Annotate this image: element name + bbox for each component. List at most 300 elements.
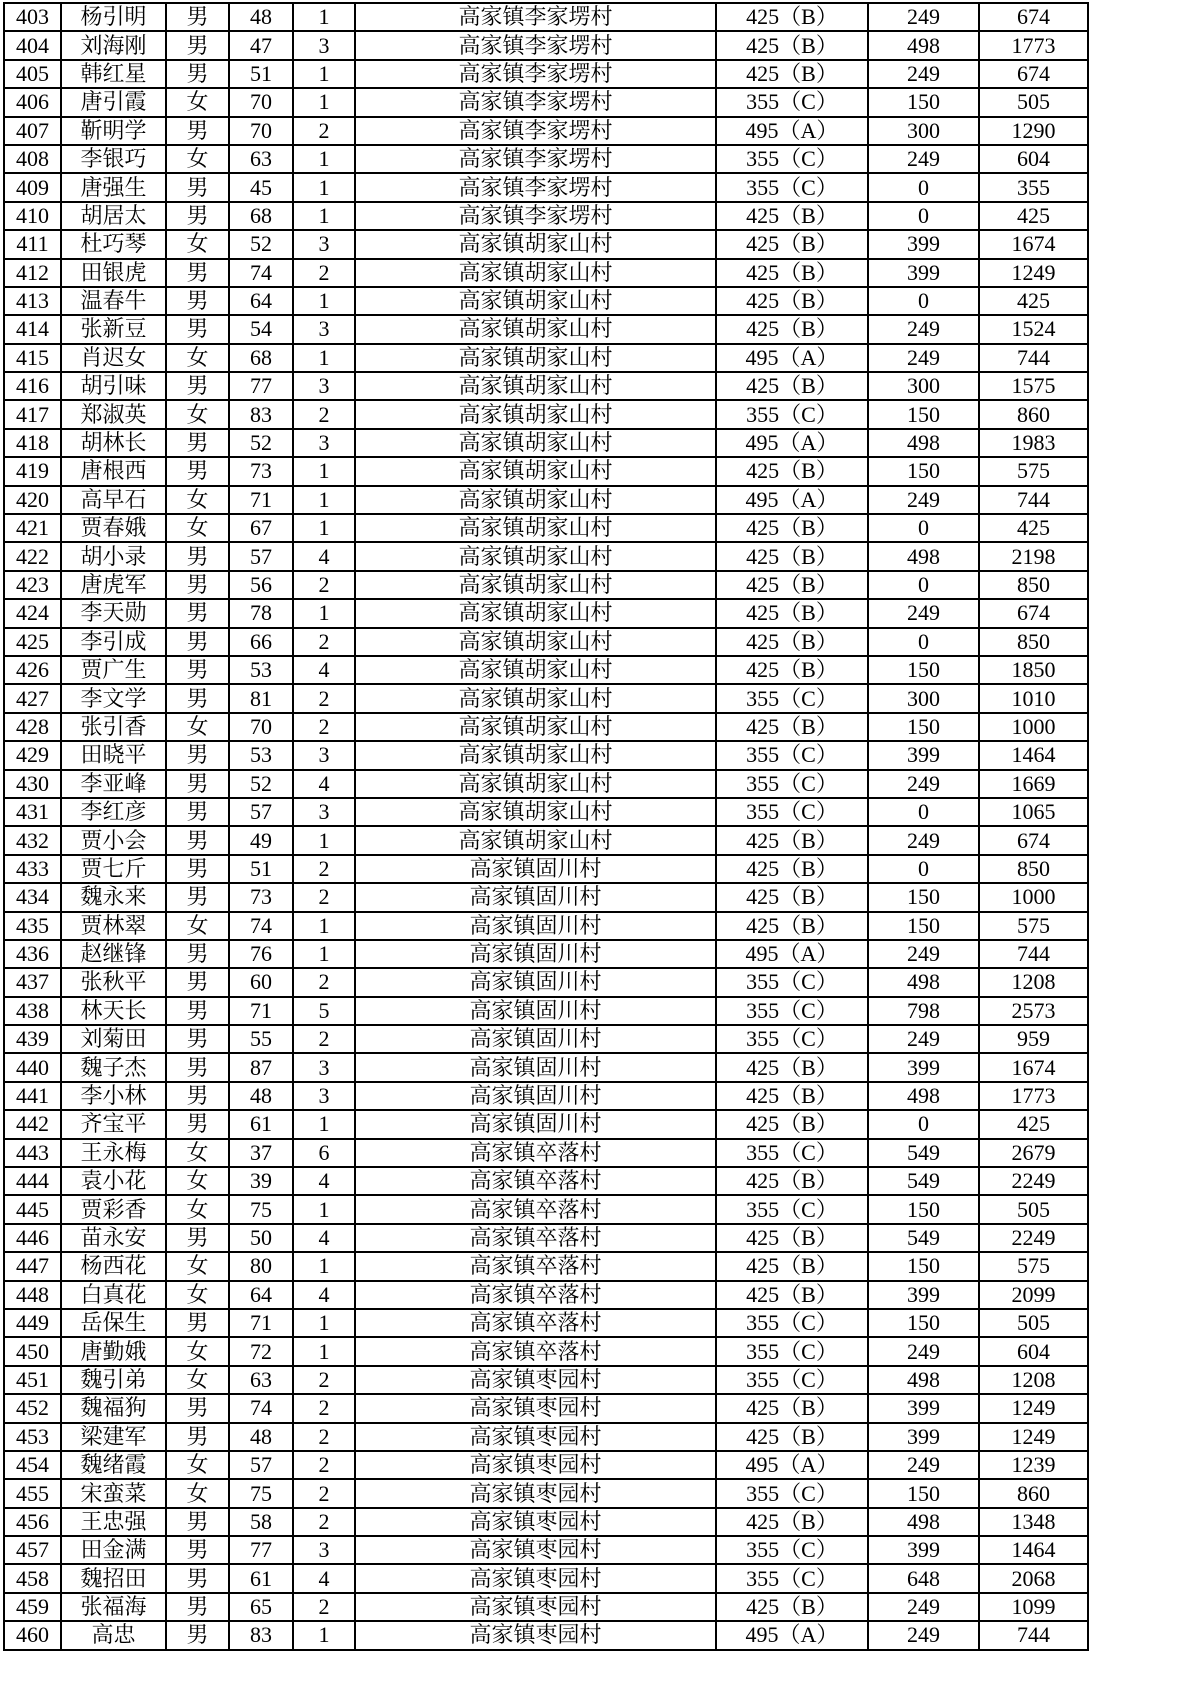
cell-standard-amount: 355（C） [716, 1025, 868, 1053]
cell-age: 45 [229, 173, 293, 201]
cell-total-amount: 1239 [979, 1451, 1088, 1479]
cell-standard-amount: 355（C） [716, 1139, 868, 1167]
cell-serial: 455 [4, 1479, 61, 1507]
cell-serial: 457 [4, 1536, 61, 1564]
cell-standard-amount: 495（A） [716, 429, 868, 457]
table-row [4, 3, 1088, 31]
cell-age: 67 [229, 514, 293, 542]
cell-village: 高家镇枣园村 [355, 1366, 716, 1394]
cell-household-count: 3 [293, 31, 355, 59]
cell-subsidy-amount: 0 [868, 855, 979, 883]
cell-gender: 男 [166, 173, 229, 201]
cell-gender: 男 [166, 1593, 229, 1621]
cell-age: 48 [229, 3, 293, 31]
cell-standard-amount: 355（C） [716, 741, 868, 769]
cell-standard-amount: 425（B） [716, 514, 868, 542]
cell-subsidy-amount: 549 [868, 1167, 979, 1195]
cell-gender: 男 [166, 968, 229, 996]
table-row [4, 315, 1088, 343]
cell-age: 63 [229, 1366, 293, 1394]
cell-gender: 男 [166, 656, 229, 684]
cell-household-count: 2 [293, 1366, 355, 1394]
cell-standard-amount: 425（B） [716, 259, 868, 287]
cell-serial: 438 [4, 997, 61, 1025]
cell-household-count: 1 [293, 1195, 355, 1223]
cell-standard-amount: 425（B） [716, 1053, 868, 1081]
cell-gender: 男 [166, 117, 229, 145]
cell-village: 高家镇枣园村 [355, 1479, 716, 1507]
cell-serial: 440 [4, 1053, 61, 1081]
cell-age: 70 [229, 117, 293, 145]
cell-gender: 女 [166, 145, 229, 173]
cell-household-count: 1 [293, 344, 355, 372]
cell-village: 高家镇固川村 [355, 912, 716, 940]
table-row [4, 1394, 1088, 1422]
cell-name: 张引香 [61, 713, 166, 741]
cell-subsidy-amount: 0 [868, 173, 979, 201]
cell-gender: 男 [166, 684, 229, 712]
cell-gender: 男 [166, 3, 229, 31]
cell-household-count: 2 [293, 1508, 355, 1536]
cell-subsidy-amount: 549 [868, 1224, 979, 1252]
cell-subsidy-amount: 498 [868, 1508, 979, 1536]
cell-village: 高家镇胡家山村 [355, 259, 716, 287]
cell-serial: 449 [4, 1309, 61, 1337]
cell-total-amount: 1208 [979, 968, 1088, 996]
cell-village: 高家镇固川村 [355, 1025, 716, 1053]
cell-gender: 女 [166, 1451, 229, 1479]
table-row [4, 1508, 1088, 1536]
cell-standard-amount: 355（C） [716, 968, 868, 996]
cell-subsidy-amount: 0 [868, 287, 979, 315]
cell-village: 高家镇固川村 [355, 1110, 716, 1138]
cell-village: 高家镇卒落村 [355, 1309, 716, 1337]
cell-village: 高家镇胡家山村 [355, 571, 716, 599]
cell-age: 75 [229, 1195, 293, 1223]
cell-gender: 男 [166, 315, 229, 343]
cell-age: 74 [229, 1394, 293, 1422]
cell-subsidy-amount: 549 [868, 1139, 979, 1167]
table-row [4, 1451, 1088, 1479]
table-row [4, 599, 1088, 627]
cell-age: 54 [229, 315, 293, 343]
cell-household-count: 1 [293, 60, 355, 88]
cell-subsidy-amount: 249 [868, 1593, 979, 1621]
cell-name: 林天长 [61, 997, 166, 1025]
cell-gender: 男 [166, 429, 229, 457]
cell-village: 高家镇胡家山村 [355, 514, 716, 542]
cell-serial: 408 [4, 145, 61, 173]
cell-standard-amount: 425（B） [716, 883, 868, 911]
cell-serial: 453 [4, 1423, 61, 1451]
cell-name: 唐引霞 [61, 88, 166, 116]
cell-subsidy-amount: 498 [868, 1366, 979, 1394]
cell-serial: 405 [4, 60, 61, 88]
table-row [4, 713, 1088, 741]
cell-serial: 431 [4, 798, 61, 826]
cell-household-count: 4 [293, 1167, 355, 1195]
cell-subsidy-amount: 249 [868, 344, 979, 372]
cell-total-amount: 1099 [979, 1593, 1088, 1621]
cell-village: 高家镇李家塄村 [355, 173, 716, 201]
cell-age: 64 [229, 287, 293, 315]
cell-age: 75 [229, 1479, 293, 1507]
cell-subsidy-amount: 498 [868, 1082, 979, 1110]
cell-name: 胡居太 [61, 202, 166, 230]
cell-household-count: 2 [293, 117, 355, 145]
cell-gender: 男 [166, 31, 229, 59]
cell-serial: 410 [4, 202, 61, 230]
table-row [4, 202, 1088, 230]
cell-subsidy-amount: 0 [868, 202, 979, 230]
cell-standard-amount: 355（C） [716, 173, 868, 201]
cell-name: 刘菊田 [61, 1025, 166, 1053]
cell-village: 高家镇卒落村 [355, 1281, 716, 1309]
cell-household-count: 1 [293, 287, 355, 315]
cell-village: 高家镇卒落村 [355, 1167, 716, 1195]
cell-household-count: 1 [293, 202, 355, 230]
cell-subsidy-amount: 150 [868, 883, 979, 911]
cell-household-count: 1 [293, 3, 355, 31]
cell-age: 48 [229, 1082, 293, 1110]
cell-total-amount: 1773 [979, 31, 1088, 59]
cell-subsidy-amount: 0 [868, 571, 979, 599]
cell-subsidy-amount: 0 [868, 628, 979, 656]
cell-household-count: 1 [293, 145, 355, 173]
cell-gender: 女 [166, 1479, 229, 1507]
cell-subsidy-amount: 0 [868, 514, 979, 542]
cell-total-amount: 1010 [979, 684, 1088, 712]
cell-total-amount: 744 [979, 486, 1088, 514]
cell-serial: 435 [4, 912, 61, 940]
cell-age: 70 [229, 713, 293, 741]
cell-serial: 443 [4, 1139, 61, 1167]
cell-total-amount: 1000 [979, 713, 1088, 741]
table-row [4, 1479, 1088, 1507]
cell-serial: 425 [4, 628, 61, 656]
cell-household-count: 2 [293, 259, 355, 287]
cell-village: 高家镇固川村 [355, 1053, 716, 1081]
cell-serial: 423 [4, 571, 61, 599]
cell-village: 高家镇固川村 [355, 1082, 716, 1110]
cell-gender: 男 [166, 1110, 229, 1138]
table-row [4, 1139, 1088, 1167]
cell-name: 魏引弟 [61, 1366, 166, 1394]
cell-total-amount: 1983 [979, 429, 1088, 457]
cell-household-count: 2 [293, 571, 355, 599]
cell-age: 63 [229, 145, 293, 173]
cell-total-amount: 2679 [979, 1139, 1088, 1167]
cell-village: 高家镇胡家山村 [355, 770, 716, 798]
cell-village: 高家镇胡家山村 [355, 344, 716, 372]
cell-age: 80 [229, 1252, 293, 1280]
cell-subsidy-amount: 150 [868, 400, 979, 428]
cell-household-count: 3 [293, 372, 355, 400]
cell-village: 高家镇李家塄村 [355, 145, 716, 173]
cell-name: 刘海刚 [61, 31, 166, 59]
cell-name: 魏子杰 [61, 1053, 166, 1081]
cell-serial: 433 [4, 855, 61, 883]
cell-gender: 男 [166, 628, 229, 656]
cell-total-amount: 505 [979, 88, 1088, 116]
cell-name: 郑淑英 [61, 400, 166, 428]
cell-village: 高家镇胡家山村 [355, 400, 716, 428]
cell-household-count: 3 [293, 230, 355, 258]
cell-total-amount: 575 [979, 457, 1088, 485]
table-row [4, 770, 1088, 798]
cell-serial: 458 [4, 1564, 61, 1592]
cell-serial: 424 [4, 599, 61, 627]
cell-village: 高家镇胡家山村 [355, 542, 716, 570]
cell-age: 72 [229, 1337, 293, 1365]
table-row [4, 259, 1088, 287]
cell-name: 苗永安 [61, 1224, 166, 1252]
cell-age: 68 [229, 202, 293, 230]
table-row [4, 656, 1088, 684]
cell-household-count: 1 [293, 457, 355, 485]
cell-gender: 女 [166, 912, 229, 940]
cell-name: 肖迟女 [61, 344, 166, 372]
cell-age: 65 [229, 1593, 293, 1621]
cell-age: 57 [229, 798, 293, 826]
cell-total-amount: 1464 [979, 741, 1088, 769]
cell-age: 64 [229, 1281, 293, 1309]
cell-total-amount: 425 [979, 202, 1088, 230]
table-row [4, 287, 1088, 315]
cell-standard-amount: 425（B） [716, 1394, 868, 1422]
cell-household-count: 1 [293, 1309, 355, 1337]
cell-total-amount: 575 [979, 1252, 1088, 1280]
table-row [4, 1195, 1088, 1223]
cell-household-count: 1 [293, 1110, 355, 1138]
cell-total-amount: 2198 [979, 542, 1088, 570]
table-row [4, 1423, 1088, 1451]
table-row [4, 571, 1088, 599]
cell-household-count: 1 [293, 486, 355, 514]
cell-village: 高家镇胡家山村 [355, 457, 716, 485]
cell-serial: 439 [4, 1025, 61, 1053]
cell-name: 高忠 [61, 1621, 166, 1649]
cell-serial: 454 [4, 1451, 61, 1479]
cell-village: 高家镇胡家山村 [355, 372, 716, 400]
cell-subsidy-amount: 150 [868, 88, 979, 116]
cell-standard-amount: 425（B） [716, 3, 868, 31]
cell-subsidy-amount: 249 [868, 1451, 979, 1479]
cell-total-amount: 1290 [979, 117, 1088, 145]
cell-age: 81 [229, 684, 293, 712]
cell-subsidy-amount: 399 [868, 230, 979, 258]
cell-standard-amount: 355（C） [716, 1479, 868, 1507]
table-row [4, 1337, 1088, 1365]
table-row [4, 429, 1088, 457]
cell-total-amount: 674 [979, 3, 1088, 31]
cell-serial: 444 [4, 1167, 61, 1195]
cell-standard-amount: 355（C） [716, 1337, 868, 1365]
cell-age: 50 [229, 1224, 293, 1252]
cell-standard-amount: 425（B） [716, 1082, 868, 1110]
cell-total-amount: 959 [979, 1025, 1088, 1053]
cell-subsidy-amount: 300 [868, 372, 979, 400]
cell-subsidy-amount: 249 [868, 315, 979, 343]
cell-serial: 412 [4, 259, 61, 287]
cell-serial: 428 [4, 713, 61, 741]
cell-standard-amount: 495（A） [716, 344, 868, 372]
cell-subsidy-amount: 249 [868, 486, 979, 514]
cell-name: 唐勤娥 [61, 1337, 166, 1365]
cell-household-count: 2 [293, 1451, 355, 1479]
cell-subsidy-amount: 150 [868, 1309, 979, 1337]
cell-household-count: 3 [293, 1536, 355, 1564]
cell-household-count: 1 [293, 1337, 355, 1365]
cell-age: 61 [229, 1564, 293, 1592]
cell-age: 60 [229, 968, 293, 996]
cell-serial: 420 [4, 486, 61, 514]
cell-household-count: 2 [293, 684, 355, 712]
table-row [4, 457, 1088, 485]
table-row [4, 1309, 1088, 1337]
cell-subsidy-amount: 498 [868, 429, 979, 457]
cell-name: 贾广生 [61, 656, 166, 684]
cell-household-count: 1 [293, 599, 355, 627]
cell-household-count: 1 [293, 173, 355, 201]
cell-subsidy-amount: 249 [868, 826, 979, 854]
table-row [4, 230, 1088, 258]
cell-village: 高家镇胡家山村 [355, 230, 716, 258]
cell-gender: 男 [166, 1082, 229, 1110]
cell-subsidy-amount: 399 [868, 1053, 979, 1081]
cell-serial: 450 [4, 1337, 61, 1365]
cell-gender: 女 [166, 400, 229, 428]
table-row [4, 372, 1088, 400]
cell-serial: 407 [4, 117, 61, 145]
cell-subsidy-amount: 150 [868, 1195, 979, 1223]
cell-standard-amount: 425（B） [716, 912, 868, 940]
cell-age: 52 [229, 770, 293, 798]
cell-village: 高家镇卒落村 [355, 1337, 716, 1365]
cell-household-count: 4 [293, 542, 355, 570]
cell-subsidy-amount: 249 [868, 770, 979, 798]
cell-gender: 男 [166, 1025, 229, 1053]
cell-total-amount: 674 [979, 60, 1088, 88]
cell-household-count: 1 [293, 88, 355, 116]
cell-name: 魏福狗 [61, 1394, 166, 1422]
cell-age: 49 [229, 826, 293, 854]
cell-gender: 男 [166, 599, 229, 627]
cell-standard-amount: 495（A） [716, 1621, 868, 1649]
cell-total-amount: 1208 [979, 1366, 1088, 1394]
cell-village: 高家镇胡家山村 [355, 713, 716, 741]
cell-standard-amount: 355（C） [716, 684, 868, 712]
cell-village: 高家镇胡家山村 [355, 486, 716, 514]
table-row [4, 1366, 1088, 1394]
table-row [4, 1167, 1088, 1195]
table-row [4, 628, 1088, 656]
cell-village: 高家镇固川村 [355, 997, 716, 1025]
cell-subsidy-amount: 150 [868, 912, 979, 940]
cell-standard-amount: 425（B） [716, 713, 868, 741]
cell-standard-amount: 425（B） [716, 31, 868, 59]
cell-name: 唐强生 [61, 173, 166, 201]
cell-gender: 男 [166, 1564, 229, 1592]
cell-name: 张福海 [61, 1593, 166, 1621]
cell-name: 张秋平 [61, 968, 166, 996]
cell-age: 66 [229, 628, 293, 656]
cell-serial: 434 [4, 883, 61, 911]
cell-household-count: 2 [293, 713, 355, 741]
roster-table [3, 2, 1089, 1651]
cell-gender: 男 [166, 1621, 229, 1649]
cell-age: 73 [229, 457, 293, 485]
cell-total-amount: 674 [979, 826, 1088, 854]
cell-village: 高家镇李家塄村 [355, 31, 716, 59]
cell-standard-amount: 425（B） [716, 1110, 868, 1138]
cell-total-amount: 1524 [979, 315, 1088, 343]
table-row [4, 997, 1088, 1025]
cell-gender: 男 [166, 542, 229, 570]
cell-subsidy-amount: 249 [868, 599, 979, 627]
cell-age: 77 [229, 1536, 293, 1564]
cell-serial: 436 [4, 940, 61, 968]
cell-gender: 男 [166, 1053, 229, 1081]
cell-gender: 女 [166, 1252, 229, 1280]
cell-age: 53 [229, 656, 293, 684]
cell-serial: 448 [4, 1281, 61, 1309]
cell-village: 高家镇枣园村 [355, 1508, 716, 1536]
cell-name: 杜巧琴 [61, 230, 166, 258]
cell-village: 高家镇卒落村 [355, 1139, 716, 1167]
cell-gender: 女 [166, 1195, 229, 1223]
cell-age: 37 [229, 1139, 293, 1167]
cell-standard-amount: 425（B） [716, 1252, 868, 1280]
cell-gender: 男 [166, 940, 229, 968]
cell-gender: 男 [166, 571, 229, 599]
cell-name: 贾七斤 [61, 855, 166, 883]
cell-household-count: 3 [293, 798, 355, 826]
cell-village: 高家镇胡家山村 [355, 599, 716, 627]
cell-age: 52 [229, 230, 293, 258]
cell-village: 高家镇卒落村 [355, 1195, 716, 1223]
cell-standard-amount: 425（B） [716, 1167, 868, 1195]
cell-subsidy-amount: 150 [868, 1252, 979, 1280]
cell-name: 唐根西 [61, 457, 166, 485]
cell-standard-amount: 425（B） [716, 1508, 868, 1536]
table-row [4, 912, 1088, 940]
table-row [4, 1281, 1088, 1309]
cell-household-count: 2 [293, 1479, 355, 1507]
cell-name: 韩红星 [61, 60, 166, 88]
cell-total-amount: 1669 [979, 770, 1088, 798]
cell-name: 胡引味 [61, 372, 166, 400]
cell-household-count: 4 [293, 1281, 355, 1309]
table-row [4, 1593, 1088, 1621]
cell-serial: 445 [4, 1195, 61, 1223]
table-row [4, 1564, 1088, 1592]
cell-serial: 452 [4, 1394, 61, 1422]
cell-name: 田晓平 [61, 741, 166, 769]
cell-village: 高家镇李家塄村 [355, 3, 716, 31]
cell-name: 贾彩香 [61, 1195, 166, 1223]
table-row [4, 684, 1088, 712]
cell-standard-amount: 355（C） [716, 770, 868, 798]
cell-standard-amount: 425（B） [716, 457, 868, 485]
cell-name: 贾小会 [61, 826, 166, 854]
cell-standard-amount: 495（A） [716, 486, 868, 514]
cell-gender: 男 [166, 1394, 229, 1422]
cell-subsidy-amount: 150 [868, 656, 979, 684]
cell-age: 74 [229, 912, 293, 940]
cell-household-count: 4 [293, 656, 355, 684]
cell-gender: 女 [166, 1167, 229, 1195]
